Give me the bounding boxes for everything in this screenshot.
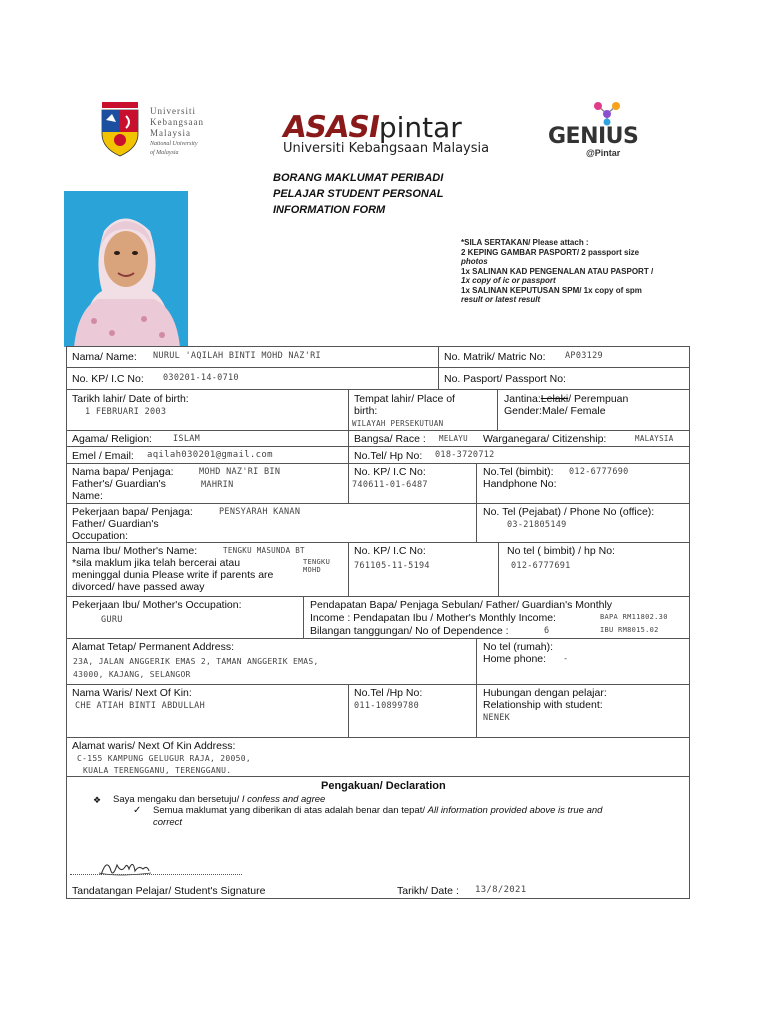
address-cell bbox=[66, 638, 477, 685]
name-value[interactable]: NURUL 'AQILAH BINTI MOHD NAZ'RI bbox=[153, 351, 321, 361]
kin-name-cell bbox=[66, 684, 349, 738]
email-label: Emel / Email: bbox=[72, 450, 134, 462]
pob-label: birth: bbox=[354, 405, 378, 417]
form-bottom-border bbox=[66, 898, 690, 899]
religion-cell bbox=[66, 430, 349, 447]
genius-molecule-icon bbox=[592, 100, 622, 126]
tel-label: No.Tel/ Hp No: bbox=[354, 450, 423, 462]
ic-cell bbox=[66, 367, 439, 390]
tel-value[interactable]: 018-3720712 bbox=[435, 450, 495, 460]
attach-line: 1x copy of ic or passport bbox=[461, 276, 556, 285]
kin-address-label: Alamat waris/ Next Of Kin Address: bbox=[72, 740, 236, 752]
bullet-icon: ❖ bbox=[93, 795, 102, 805]
form-title bbox=[273, 170, 444, 218]
date-label: Tarikh/ Date : bbox=[397, 885, 459, 897]
declaration-line: Semua maklumat yang diberikan di atas adalah benar dan tepat/ All information provided above is true and bbox=[153, 805, 603, 816]
income-label: Income : Pendapatan Ibu / Mother's Monthly Income: bbox=[310, 612, 556, 624]
mother-name-value[interactable]: TENGKU MASUNDA BT bbox=[223, 546, 305, 555]
mother-ic-value[interactable]: 761105-11-5194 bbox=[354, 561, 430, 571]
citizenship-value[interactable]: MALAYSIA bbox=[635, 434, 674, 443]
kin-name-label: Nama Waris/ Next Of Kin: bbox=[72, 687, 192, 699]
name-label: Nama/ Name: bbox=[72, 351, 137, 363]
attach-line: *SILA SERTAKAN/ Please attach : bbox=[461, 238, 589, 247]
race-value[interactable]: MELAYU bbox=[439, 434, 468, 443]
mother-note-label: divorced/ have passed away bbox=[72, 581, 205, 593]
office-phone-value[interactable]: 03-21805149 bbox=[507, 520, 567, 530]
asasi-pintar-logo bbox=[279, 110, 462, 145]
name-cell bbox=[66, 346, 439, 368]
father-ic-label: No. KP/ I.C No: bbox=[354, 466, 426, 478]
home-phone-label: No tel (rumah): bbox=[483, 641, 554, 653]
mother-hp-label: No tel ( bimbit) / hp No: bbox=[507, 545, 615, 557]
father-job-label: Occupation: bbox=[72, 530, 129, 542]
attach-line: result or latest result bbox=[461, 295, 541, 304]
genius-pintar-text: @Pintar bbox=[586, 148, 621, 158]
form-title-line: BORANG MAKLUMAT PERIBADI bbox=[273, 172, 444, 184]
form-title-line: PELAJAR STUDENT PERSONAL bbox=[273, 188, 444, 200]
declaration-line: Saya mengaku dan bersetuju/ I confess and agree bbox=[113, 794, 326, 805]
ic-label: No. KP/ I.C No: bbox=[72, 373, 144, 385]
father-income-value[interactable]: BAPA RM11802.30 bbox=[600, 613, 668, 621]
tel-cell bbox=[348, 446, 690, 464]
mother-hp-cell bbox=[498, 542, 690, 597]
father-name-label: Nama bapa/ Penjaga: bbox=[72, 466, 174, 478]
signature-label: Tandatangan Pelajar/ Student's Signature bbox=[72, 885, 266, 897]
attach-line: 2 KEPING GAMBAR PASPORT/ 2 passport size bbox=[461, 247, 640, 257]
mother-income-value[interactable]: IBU RM8015.02 bbox=[600, 626, 659, 634]
dob-label: Tarikh lahir/ Date of birth: bbox=[72, 393, 189, 405]
mother-job-label: Pekerjaan Ibu/ Mother's Occupation: bbox=[72, 599, 242, 611]
asasi-subtitle: Universiti Kebangsaan Malaysia bbox=[283, 141, 490, 156]
father-hp-label: No.Tel (bimbit): bbox=[483, 466, 554, 478]
address-value[interactable]: 23A, JALAN ANGGERIK EMAS 2, TAMAN ANGGERIK EMAS, bbox=[73, 657, 319, 666]
attachment-note bbox=[461, 238, 691, 305]
pintar-logo-text: pintar bbox=[378, 111, 462, 144]
email-cell bbox=[66, 446, 349, 464]
mother-ic-label: No. KP/ I.C No: bbox=[354, 545, 426, 557]
kin-address-value[interactable]: KUALA TERENGGANU, TERENGGANU. bbox=[83, 766, 232, 775]
mother-name-label: Nama Ibu/ Mother's Name: bbox=[72, 545, 198, 557]
matric-value[interactable]: AP03129 bbox=[565, 351, 603, 361]
gender-cell bbox=[497, 389, 690, 431]
father-hp-cell bbox=[476, 463, 690, 504]
attach-line: photos bbox=[461, 257, 488, 266]
dob-cell bbox=[66, 389, 349, 431]
kin-tel-value[interactable]: 011-10899780 bbox=[354, 701, 420, 711]
matric-label: No. Matrik/ Matric No: bbox=[444, 351, 546, 363]
gender-label: Jantina:Lelaki/ Perempuan bbox=[504, 393, 629, 405]
office-phone-label: No. Tel (Pejabat) / Phone No (office): bbox=[483, 506, 655, 518]
father-job-cell bbox=[66, 503, 477, 543]
email-value[interactable]: aqilah030201@gmail.com bbox=[147, 450, 273, 460]
income-label: Pendapatan Bapa/ Penjaga Sebulan/ Father/ Guardian's Monthly bbox=[310, 599, 613, 611]
father-name-value[interactable]: MAHRIN bbox=[201, 480, 234, 490]
date-value[interactable]: 13/8/2021 bbox=[475, 885, 527, 895]
dependence-value[interactable]: 6 bbox=[544, 626, 550, 636]
ukm-wordmark bbox=[150, 106, 204, 157]
father-name-label: Father's/ Guardian's bbox=[72, 478, 166, 490]
gender-label-en: Gender:Male/ Female bbox=[504, 405, 606, 417]
ukm-crest-logo bbox=[96, 100, 144, 158]
citizenship-label: Warganegara/ Citizenship: bbox=[483, 433, 607, 445]
religion-value[interactable]: ISLAM bbox=[173, 434, 201, 444]
form-title-line: INFORMATION FORM bbox=[273, 204, 386, 216]
kin-tel-cell bbox=[348, 684, 477, 738]
declaration-section bbox=[66, 776, 690, 899]
kin-address-cell bbox=[66, 737, 690, 777]
relation-label: Relationship with student: bbox=[483, 699, 603, 711]
pob-value[interactable]: WILAYAH PERSEKUTUAN bbox=[352, 419, 444, 428]
race-citizenship-cell bbox=[348, 430, 690, 447]
address-label: Alamat Tetap/ Permanent Address: bbox=[72, 641, 235, 653]
matric-cell bbox=[438, 346, 690, 368]
kin-tel-label: No.Tel /Hp No: bbox=[354, 687, 423, 699]
home-phone-cell bbox=[476, 638, 690, 685]
attach-line: 1x SALINAN KAD PENGENALAN ATAU PASPORT / bbox=[461, 266, 654, 276]
father-hp-value[interactable]: 012-6777690 bbox=[569, 467, 629, 477]
pob-cell bbox=[348, 389, 498, 431]
mother-job-value[interactable]: GURU bbox=[101, 615, 123, 625]
attach-line: 1x SALINAN KEPUTUSAN SPM/ 1x copy of spm bbox=[461, 285, 642, 295]
mother-hp-value[interactable]: 012-6777691 bbox=[511, 561, 571, 571]
home-phone-value[interactable]: - bbox=[563, 654, 569, 664]
ukm-english-line: National University bbox=[150, 141, 198, 147]
ukm-name-line: Universiti bbox=[150, 106, 196, 116]
father-hp-label: Handphone No: bbox=[483, 478, 557, 490]
father-job-label: Pekerjaan bapa/ Penjaga: bbox=[72, 506, 193, 518]
kin-name-value[interactable]: CHE ATIAH BINTI ABDULLAH bbox=[75, 701, 206, 711]
ic-value[interactable]: 030201-14-0710 bbox=[163, 373, 239, 383]
relation-value[interactable]: NENEK bbox=[483, 713, 511, 723]
mother-ic-cell bbox=[348, 542, 499, 597]
signature-line bbox=[70, 874, 242, 875]
mother-note-label: *sila maklum jika telah bercerai atau bbox=[72, 557, 241, 569]
father-name-cell bbox=[66, 463, 349, 504]
mother-name-value[interactable]: TENGKU MOHD bbox=[303, 558, 331, 574]
income-cell bbox=[303, 596, 690, 639]
father-job-label: Father/ Guardian's bbox=[72, 518, 159, 530]
declaration-line: correct bbox=[153, 817, 183, 828]
home-phone-label: Home phone: bbox=[483, 653, 547, 665]
relation-cell bbox=[476, 684, 690, 738]
checkmark-icon: ✓ bbox=[133, 805, 142, 816]
father-ic-value[interactable]: 740611-01-6487 bbox=[352, 480, 428, 490]
dob-value[interactable]: 1 FEBRUARI 2003 bbox=[85, 407, 167, 417]
ukm-name-line: Kebangsaan bbox=[150, 117, 204, 127]
race-label: Bangsa/ Race : bbox=[354, 433, 426, 445]
ukm-english-line: of Malaysia bbox=[150, 150, 179, 156]
mother-job-cell bbox=[66, 596, 304, 639]
father-ic-cell bbox=[348, 463, 477, 504]
asasi-logo-text: ASASI bbox=[279, 110, 382, 145]
passport-label: No. Pasport/ Passport No: bbox=[444, 373, 566, 385]
student-passport-photo bbox=[64, 191, 188, 347]
passport-cell bbox=[438, 367, 690, 390]
relation-label: Hubungan dengan pelajar: bbox=[483, 687, 607, 699]
address-value[interactable]: 43000, KAJANG, SELANGOR bbox=[73, 670, 191, 679]
father-name-label: Name: bbox=[72, 490, 103, 502]
ukm-name-line: Malaysia bbox=[150, 128, 191, 138]
student-signature-image bbox=[97, 855, 153, 879]
genius-logo-text: GENIUS bbox=[548, 124, 639, 149]
father-job-value[interactable]: PENSYARAH KANAN bbox=[219, 507, 301, 517]
dependence-label: Bilangan tanggungan/ No of Dependence : bbox=[310, 625, 509, 637]
kin-address-value[interactable]: C-155 KAMPUNG GELUGUR RAJA, 20050, bbox=[77, 754, 251, 763]
pob-label: Tempat lahir/ Place of bbox=[354, 393, 455, 405]
religion-label: Agama/ Religion: bbox=[72, 433, 152, 445]
mother-note-label: meninggal dunia Please write if parents are bbox=[72, 569, 274, 581]
mother-name-cell bbox=[66, 542, 349, 597]
declaration-title: Pengakuan/ Declaration bbox=[321, 780, 446, 792]
office-phone-cell bbox=[476, 503, 690, 543]
father-name-value[interactable]: MOHD NAZ'RI BIN bbox=[199, 467, 281, 477]
